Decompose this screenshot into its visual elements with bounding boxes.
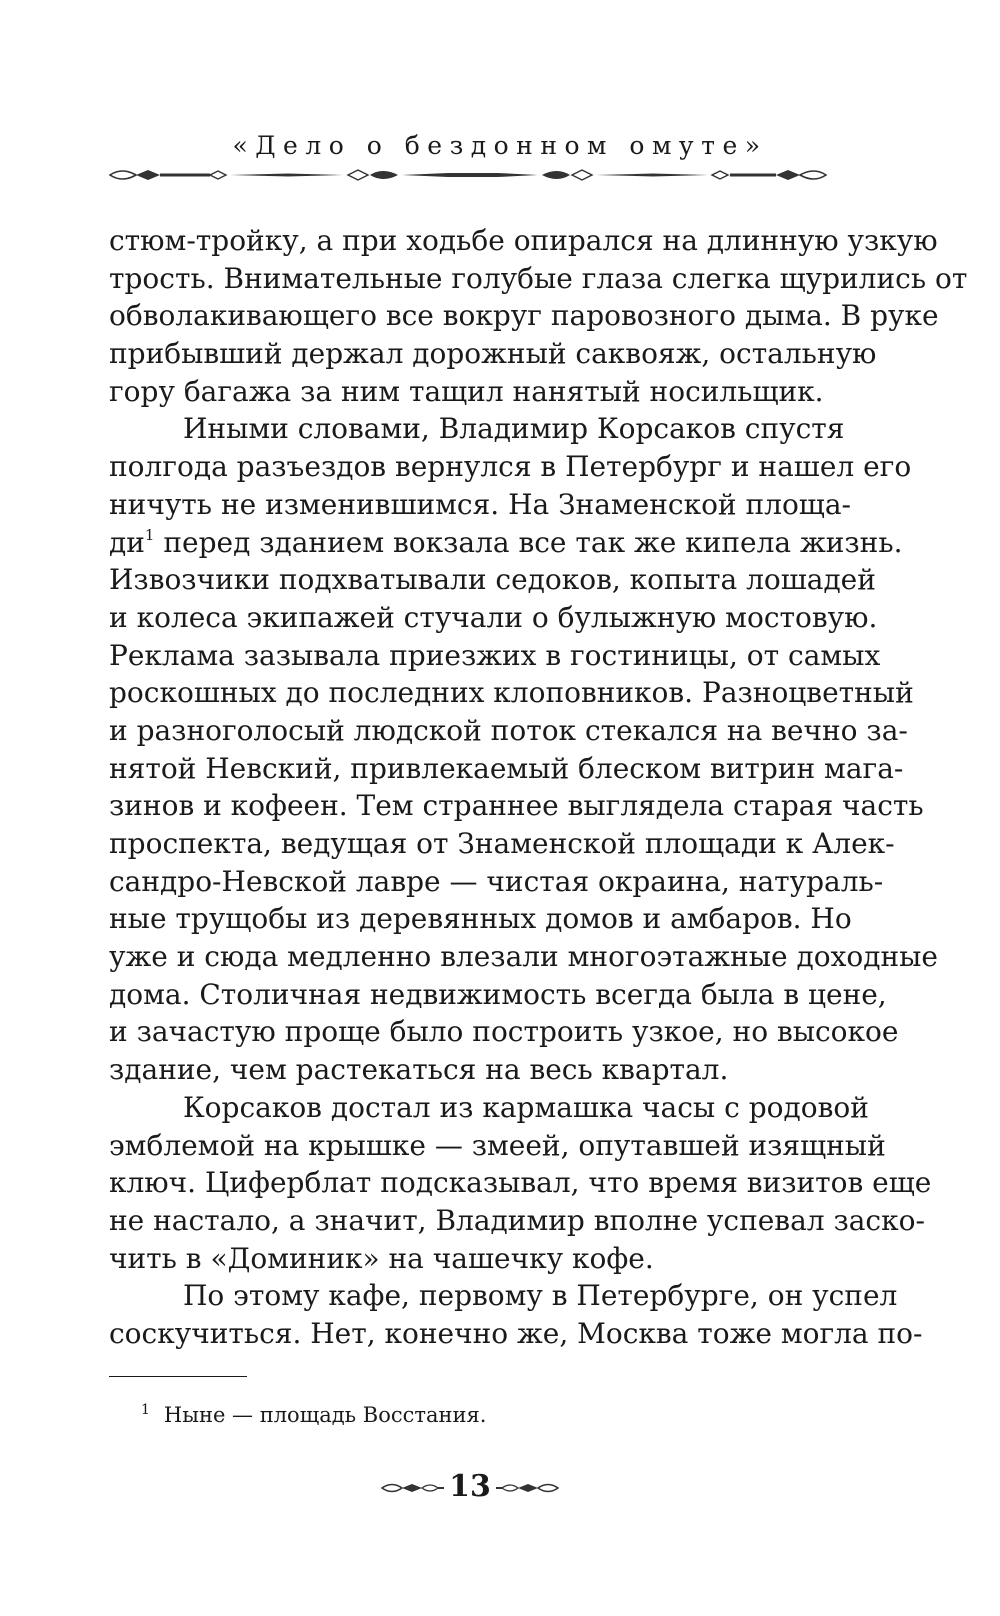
text-line: ные трущобы из деревянных домов и амбаров. Но [109,902,852,936]
text-line: не настало, а значит, Владимир вполне успевал заско- [109,1203,925,1237]
text-line: чить в «Доминик» на чашечку кофе. [109,1241,654,1275]
text-fragment: ди [109,525,145,559]
text-line: обволакивающего все вокруг паровозного дыма. В руке [109,299,939,333]
folio-flourish-right-icon [496,1479,560,1497]
running-head: «Дело о бездонном омуте» [232,131,768,160]
text-fragment: перед зданием вокзала все так же кипела жизнь. [163,525,903,559]
text-line: уже и сюда медленно влезали многоэтажные доходные [109,940,938,974]
text-line: здание, чем растекаться на весь квартал. [109,1053,729,1087]
text-line: зинов и кофеен. Тем страннее выглядела старая часть [109,789,924,823]
page-folio [380,1467,560,1507]
text-line: проспекта, ведущая от Знаменской площади к Алек- [109,827,895,860]
text-line: эмблемой на крышке — змеей, опутавшей изящный [109,1128,886,1162]
footnote [141,1401,486,1429]
text-line: сандро-Невской лавре — чистая окраина, натураль- [109,864,884,898]
text-line: нятой Невский, привлекаемый блеском витрин мага- [109,751,904,785]
header-ornament-icon [108,163,828,187]
footnote-separator [109,1376,247,1377]
text-line: По этому кафе, первому в Петербурге, он успел [183,1279,898,1313]
text-line: и разноголосый людской поток стекался на вечно за- [109,713,908,747]
page-number: 13 [449,1469,491,1504]
text-line: роскошных до последних клоповников. Разноцветный [109,676,914,710]
text-line-with-footnote [109,524,903,562]
text-line: гору багажа за ним тащил нанятый носильщик. [109,374,824,408]
text-line: ничуть не изменившимся. На Знаменской площа- [109,487,851,521]
text-line: прибывший держал дорожный саквояж, остальную [109,337,877,371]
text-line: Реклама зазывала приезжих в гостиницы, от самых [109,638,881,672]
text-line: ключ. Циферблат подсказывал, что время визитов еще [109,1166,932,1200]
text-line: стюм-тройку, а при ходьбе опирался на длинную узкую [109,224,938,257]
text-line: Корсаков достал из кармашка часы с родовой [183,1090,869,1124]
text-line: трость. Внимательные голубые глаза слегка щурились от [109,261,968,295]
footnote-mark: 1 [141,1402,150,1418]
text-line: соскучиться. Нет, конечно же, Москва тоже могла по- [109,1316,923,1350]
text-line: дома. Столичная недвижимость всегда была в цене, [109,977,887,1011]
text-line: полгода разъездов вернулся в Петербург и нашел его [109,450,912,484]
text-line: и зачастую проще было построить узкое, но высокое [109,1015,899,1049]
text-line: Иными словами, Владимир Корсаков спустя [183,412,845,446]
text-line: Извозчики подхватывали седоков, копыта лошадей [109,563,876,597]
footnote-text: Ныне — площадь Восстания. [163,1403,487,1427]
text-line: и колеса экипажей стучали о булыжную мостовую. [109,600,878,634]
footnote-reference[interactable]: 1 [144,525,155,544]
body-text [109,222,968,1353]
